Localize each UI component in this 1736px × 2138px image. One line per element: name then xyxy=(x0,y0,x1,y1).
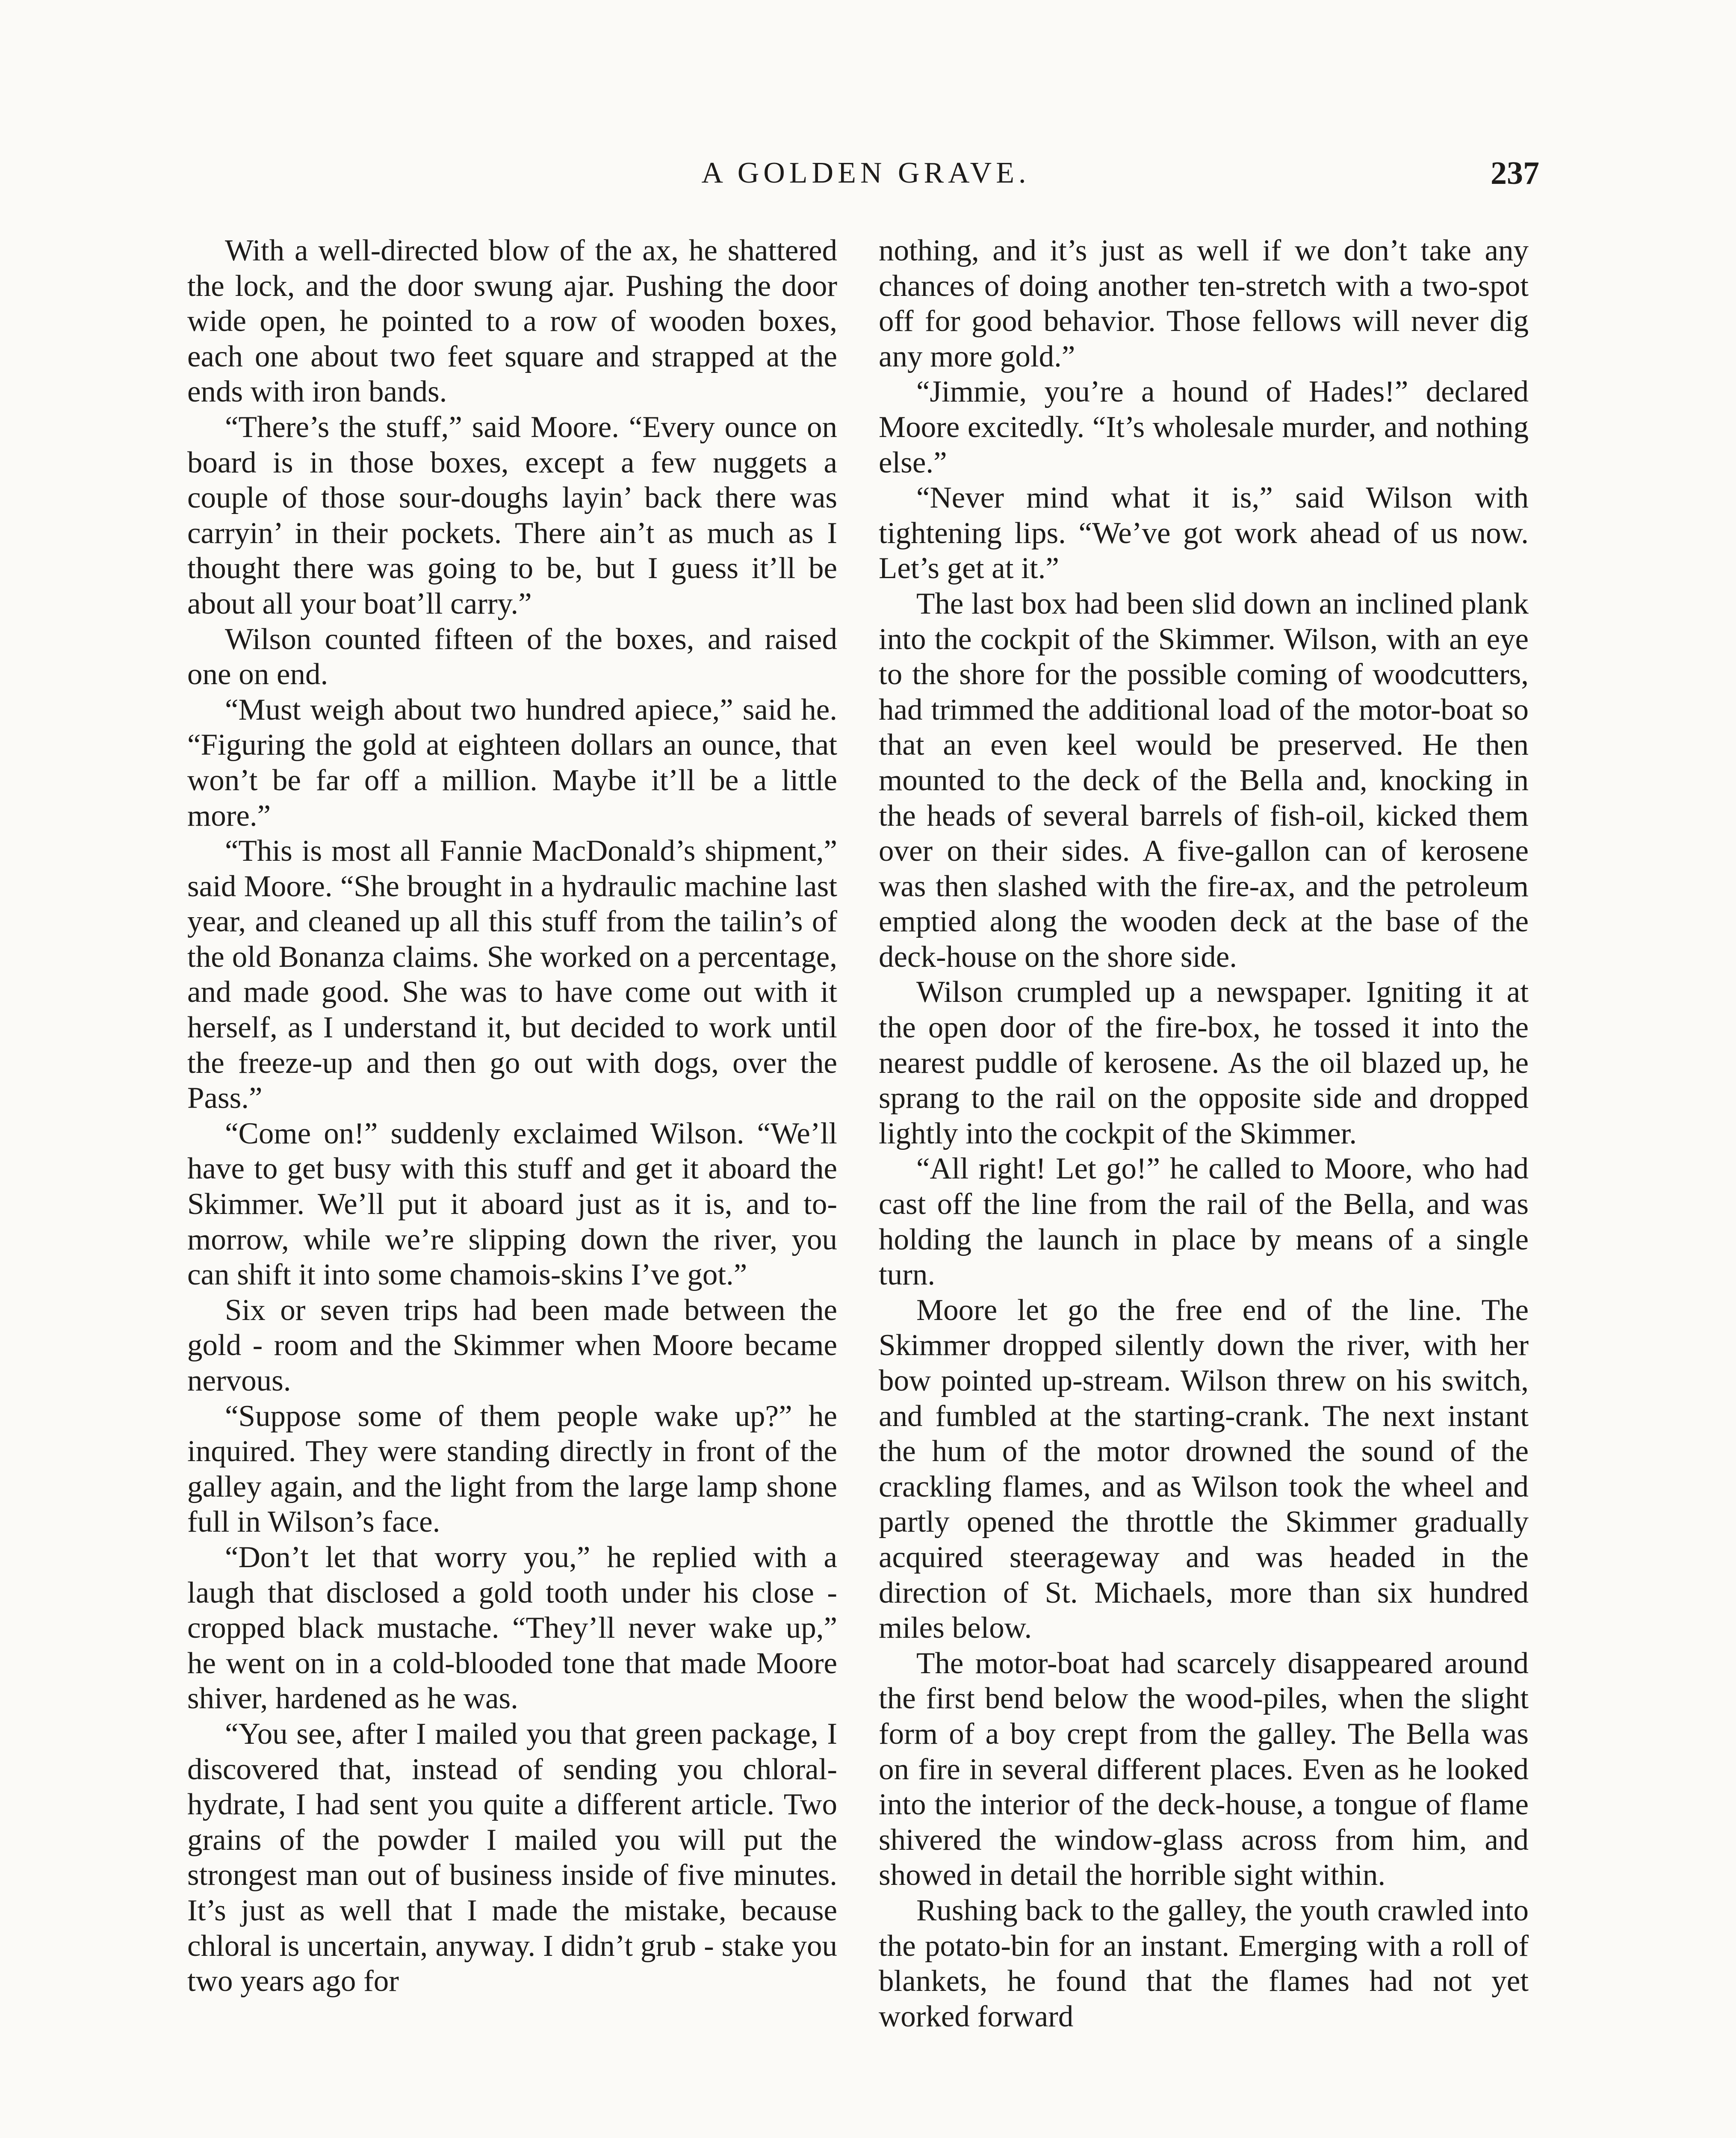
paragraph: “There’s the stuff,” said Moore. “Every ounce on board is in those boxes, except a few nuggets a couple of those sour-doughs layin’ back there was carryin’ in their pockets. There ain’t as much as I thought there was going to be, but I guess it’ll be about all your boat’ll carry.” xyxy=(187,410,837,620)
paragraph: “Jimmie, you’re a hound of Hades!” declared Moore excitedly. “It’s wholesale murder, and nothing else.” xyxy=(879,375,1529,479)
paragraph: Wilson crumpled up a newspaper. Igniting it at the open door of the fire-box, he tossed it into the nearest puddle of kerosene. As the oil blazed up, he sprang to the rail on the opposite side and dropped lightly into the cockpit of the Skimmer. xyxy=(879,975,1529,1150)
paragraph: Wilson counted fifteen of the boxes, and raised one on end. xyxy=(187,622,837,691)
paragraph: “This is most all Fannie MacDonald’s shipment,” said Moore. “She brought in a hydraulic machine last year, and cleaned up all this stuff from the tailin’s of the old Bonanza claims. She worked on a percentage, and made good. She was to have come out with it herself, as I understand it, but decided to work until the freeze-up and then go out with dogs, over the Pass.” xyxy=(187,834,837,1115)
left-column xyxy=(187,233,837,1999)
page-number: 237 xyxy=(1491,155,1539,191)
paragraph: “Must weigh about two hundred apiece,” said he. “Figuring the gold at eighteen dollars an ounce, that won’t be far off a million. Maybe it’ll be a little more.” xyxy=(187,693,837,833)
paragraph: Rushing back to the galley, the youth crawled into the potato-bin for an instant. Emerging with a roll of blankets, he found that the flames had not yet worked forward xyxy=(879,1893,1529,2033)
running-title: A GOLDEN GRAVE. xyxy=(701,157,1030,189)
paragraph: With a well-directed blow of the ax, he shattered the lock, and the door swung ajar. Pushing the door wide open, he pointed to a row of wooden boxes, each one about two feet square and strapped at the ends with iron bands. xyxy=(187,234,837,409)
running-head xyxy=(192,150,1539,197)
paragraph-continued: nothing, and it’s just as well if we don’t take any chances of doing another ten-stretch with a two-spot off for good behavior. Those fellows will never dig any more gold.” xyxy=(879,234,1529,373)
paragraph: “Never mind what it is,” said Wilson with tightening lips. “We’ve got work ahead of us now. Let’s get at it.” xyxy=(879,481,1529,585)
paragraph: “Suppose some of them people wake up?” he inquired. They were standing directly in front of the galley again, and the light from the large lamp shone full in Wilson’s face. xyxy=(187,1399,837,1539)
right-column xyxy=(879,233,1529,2034)
paragraph: “All right! Let go!” he called to Moore, who had cast off the line from the rail of the Bella, and was holding the launch in place by means of a single turn. xyxy=(879,1152,1529,1292)
paragraph: “Don’t let that worry you,” he replied with a laugh that disclosed a gold tooth under his close - cropped black mustache. “They’ll never wake up,” he went on in a cold-blooded tone that made Moore shiver, hardened as he was. xyxy=(187,1540,837,1716)
paragraph: The motor-boat had scarcely disappeared around the first bend below the wood-piles, when the slight form of a boy crept from the galley. The Bella was on fire in several different places. Even as he looked into the interior of the deck-house, a tongue of flame shivered the window-glass across from him, and showed in detail the horrible sight within. xyxy=(879,1646,1529,1892)
paragraph: The last box had been slid down an inclined plank into the cockpit of the Skimmer. Wilson, with an eye to the shore for the possible coming of woodcutters, had trimmed the additional load of the motor-boat so that an even keel would be preserved. He then mounted to the deck of the Bella and, knocking in the heads of several barrels of fish-oil, kicked them over on their sides. A five-gallon can of kerosene was then slashed with the fire-ax, and the petroleum emptied along the wooden deck at the base of the deck-house on the shore side. xyxy=(879,587,1529,974)
paragraph: “You see, after I mailed you that green package, I discovered that, instead of sending you chloral-hydrate, I had sent you quite a different article. Two grains of the powder I mailed you will put the strongest man out of business inside of five minutes. It’s just as well that I made the mistake, because chloral is uncertain, anyway. I didn’t grub - stake you two years ago for xyxy=(187,1717,837,1998)
paragraph: Moore let go the free end of the line. The Skimmer dropped silently down the river, with her bow pointed up-stream. Wilson threw on his switch, and fumbled at the starting-crank. The next instant the hum of the motor drowned the sound of the crackling flames, and as Wilson took the wheel and partly opened the throttle the Skimmer gradually acquired steerageway and was headed in the direction of St. Michaels, more than six hundred miles below. xyxy=(879,1293,1529,1645)
paragraph: “Come on!” suddenly exclaimed Wilson. “We’ll have to get busy with this stuff and get it aboard the Skimmer. We’ll put it aboard just as it is, and to-morrow, while we’re slipping down the river, you can shift it into some chamois-skins I’ve got.” xyxy=(187,1116,837,1292)
paragraph: Six or seven trips had been made between the gold - room and the Skimmer when Moore became nervous. xyxy=(187,1293,837,1397)
